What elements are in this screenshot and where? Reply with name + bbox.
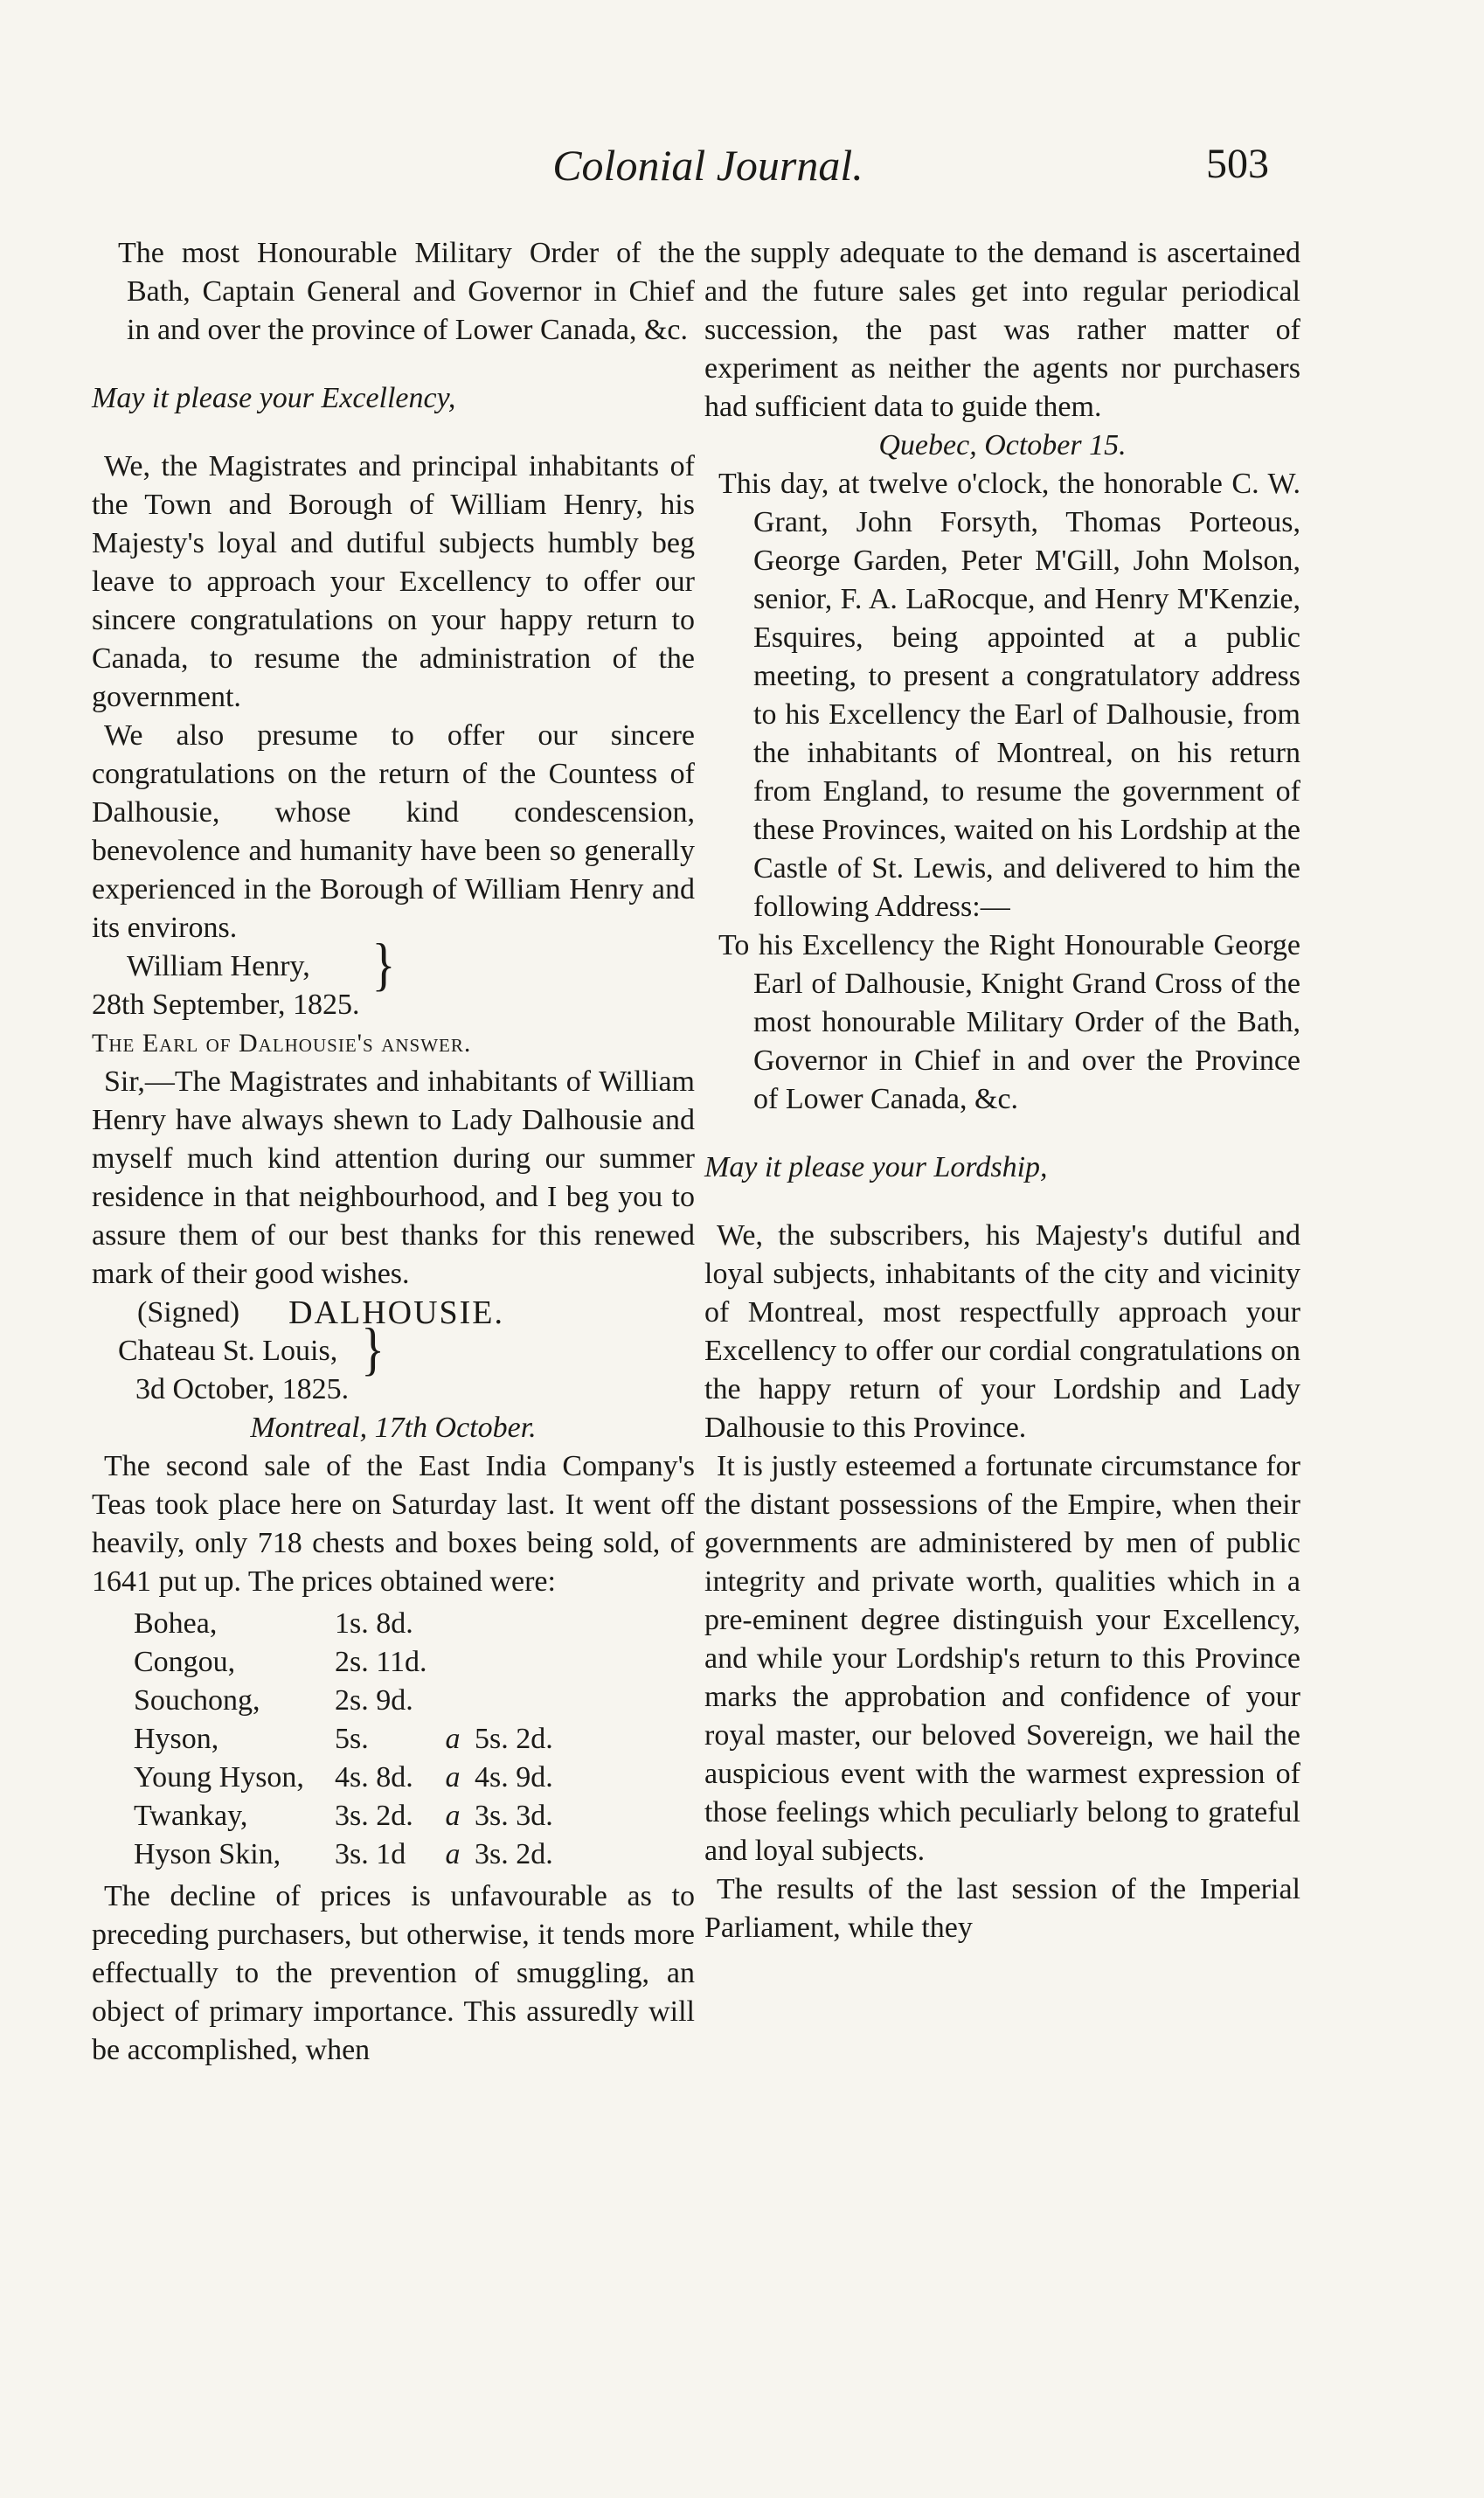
salutation: May it please your Lordship, bbox=[704, 1151, 1048, 1183]
signature-place: William Henry, bbox=[127, 950, 310, 982]
tea-sale-paragraph: The second sale of the East India Company's Teas took place here on Saturday last. It went off heavily, only 718 chests and boxes being sold, of 1641 put up. The prices obtained were: bbox=[92, 1450, 695, 1598]
answer-heading: The Earl of Dalhousie's answer. bbox=[92, 1029, 472, 1058]
brace-glyph: } bbox=[361, 1316, 385, 1383]
left-column bbox=[92, 234, 695, 2070]
tea-row bbox=[134, 1797, 562, 1835]
tea-p2: 4s. 9d. bbox=[475, 1761, 553, 1794]
signature-date: 28th September, 1825. bbox=[92, 989, 360, 1021]
prices-paragraph: The decline of prices is unfavourable as to preceding purchasers, but otherwise, it tends more effectually to the prevention of smuggling, an object of primary importance. This assuredly will be accomplished, when bbox=[92, 1880, 695, 2066]
address-paragraph: It is justly esteemed a fortunate circumstance for the distant possessions of the Empire, when their governments are administered by men of public integrity and private worth, qualities which in a pre-eminent degree distinguish your Excellency, and while your Lordship's return to this Province marks the approbation and confidence of your royal master, our beloved Sovereign, we hail the auspicious event with the warmest expression of those feelings which peculiarly belong to grateful and loyal subjects. bbox=[704, 1450, 1300, 1867]
tea-row bbox=[134, 1605, 562, 1643]
tea-a: a bbox=[445, 1838, 461, 1870]
tea-row bbox=[134, 1682, 562, 1720]
tea-name: Hyson, bbox=[134, 1723, 219, 1755]
address-heading: To his Excellency the Right Honourable George Earl of Dalhousie, Knight Grand Cross of the most honourable Military Order of the Bath, Governor in Chief in and over the Province of Lower Canada, &c. bbox=[718, 929, 1300, 1115]
tea-p1: 2s. 9d. bbox=[335, 1684, 413, 1717]
answer-paragraph: Sir,—The Magistrates and inhabitants of William Henry have always shewn to Lady Dalhousie and myself much kind attention during our summer residence in that neighbourhood, and I beg you to assure them of our best thanks for this renewed mark of their good wishes. bbox=[92, 1065, 695, 1290]
meeting-paragraph: This day, at twelve o'clock, the honorable C. W. Grant, John Forsyth, Thomas Porteous, George Garden, Peter M'Gill, John Molson, senior, F. A. LaRocque, and Henry M'Kenzie, Esquires, being appointed at a public meeting, to present a congratulatory address to his Excellency the Earl of Dalhousie, from the inhabitants of Montreal, on his return from England, to resume the government of these Provinces, waited on his Lordship at the Castle of St. Lewis, and delivered to him the following Address:— bbox=[718, 468, 1300, 923]
tea-name: Twankay, bbox=[134, 1800, 248, 1832]
dateline: Quebec, October 15. bbox=[878, 429, 1127, 461]
address-continuation: The most Honourable Military Order of the Bath, Captain General and Governor in Chief in and over the province of Lower Canada, &c. bbox=[118, 237, 695, 346]
tea-p1: 1s. 8d. bbox=[335, 1607, 413, 1640]
tea-p2: 3s. 2d. bbox=[475, 1838, 553, 1870]
tea-a bbox=[440, 1682, 475, 1720]
signed-label: (Signed) bbox=[137, 1296, 240, 1329]
tea-p1: 2s. 11d. bbox=[335, 1646, 427, 1678]
tea-p2 bbox=[475, 1682, 562, 1720]
signature-block bbox=[92, 932, 695, 1024]
tea-p2 bbox=[475, 1605, 562, 1643]
dateline: Montreal, 17th October. bbox=[250, 1412, 537, 1444]
signed-line bbox=[92, 1294, 695, 1332]
address-paragraph: We also presume to offer our sincere congratulations on the return of the Countess of Dalhousie, whose kind condescension, benevolence and humanity have been so generally experienced in the Borough of William Henry and its environs. bbox=[92, 719, 695, 944]
tea-p2 bbox=[475, 1643, 562, 1682]
tea-name: Souchong, bbox=[134, 1684, 260, 1717]
tea-name: Young Hyson, bbox=[134, 1761, 304, 1794]
tea-p2: 5s. 2d. bbox=[475, 1723, 553, 1755]
tea-p1: 5s. bbox=[335, 1723, 369, 1755]
tea-a bbox=[440, 1643, 475, 1682]
tea-row bbox=[134, 1643, 562, 1682]
answer-date: 3d October, 1825. bbox=[135, 1373, 350, 1405]
address-paragraph: The results of the last session of the Imperial Parliament, while they bbox=[704, 1873, 1300, 1944]
tea-a: a bbox=[445, 1761, 461, 1794]
tea-name: Hyson Skin, bbox=[134, 1838, 281, 1870]
tea-row bbox=[134, 1835, 562, 1874]
tea-a: a bbox=[445, 1723, 461, 1755]
answer-signature-block bbox=[92, 1316, 695, 1409]
tea-p1: 3s. 2d. bbox=[335, 1800, 413, 1832]
tea-p2: 3s. 3d. bbox=[475, 1800, 553, 1832]
tea-row bbox=[134, 1720, 562, 1759]
tea-name: Bohea, bbox=[134, 1607, 218, 1640]
page-number: 503 bbox=[1206, 141, 1269, 187]
address-paragraph: We, the Magistrates and principal inhabitants of the Town and Borough of William Henry, his Majesty's loyal and dutiful subjects humbly beg leave to approach your Excellency to offer our sincere congratulations on your happy return to Canada, to resume the administration of the government. bbox=[92, 450, 695, 713]
running-title: Colonial Journal. bbox=[552, 141, 863, 190]
tea-p1: 3s. 1d bbox=[335, 1838, 406, 1870]
tea-name: Congou, bbox=[134, 1646, 236, 1678]
signed-name: DALHOUSIE. bbox=[288, 1294, 505, 1331]
tea-price-table bbox=[134, 1605, 562, 1874]
answer-place: Chateau St. Louis, bbox=[118, 1335, 338, 1367]
tea-row bbox=[134, 1759, 562, 1797]
tea-a: a bbox=[445, 1800, 461, 1832]
brace-glyph: } bbox=[371, 932, 396, 998]
continued-paragraph: the supply adequate to the demand is ascertained and the future sales get into regular periodical succession, the past was rather matter of experiment as neither the agents nor purchasers had sufficient data to guide them. bbox=[704, 237, 1300, 423]
address-paragraph: We, the subscribers, his Majesty's dutiful and loyal subjects, inhabitants of the city and vicinity of Montreal, most respectfully approach your Excellency to offer our cordial congratulations on the happy return of your Lordship and Lady Dalhousie to this Province. bbox=[704, 1219, 1300, 1444]
salutation: May it please your Excellency, bbox=[92, 382, 456, 414]
right-column bbox=[704, 234, 1300, 1947]
tea-a bbox=[440, 1605, 475, 1643]
tea-p1: 4s. 8d. bbox=[335, 1761, 413, 1794]
